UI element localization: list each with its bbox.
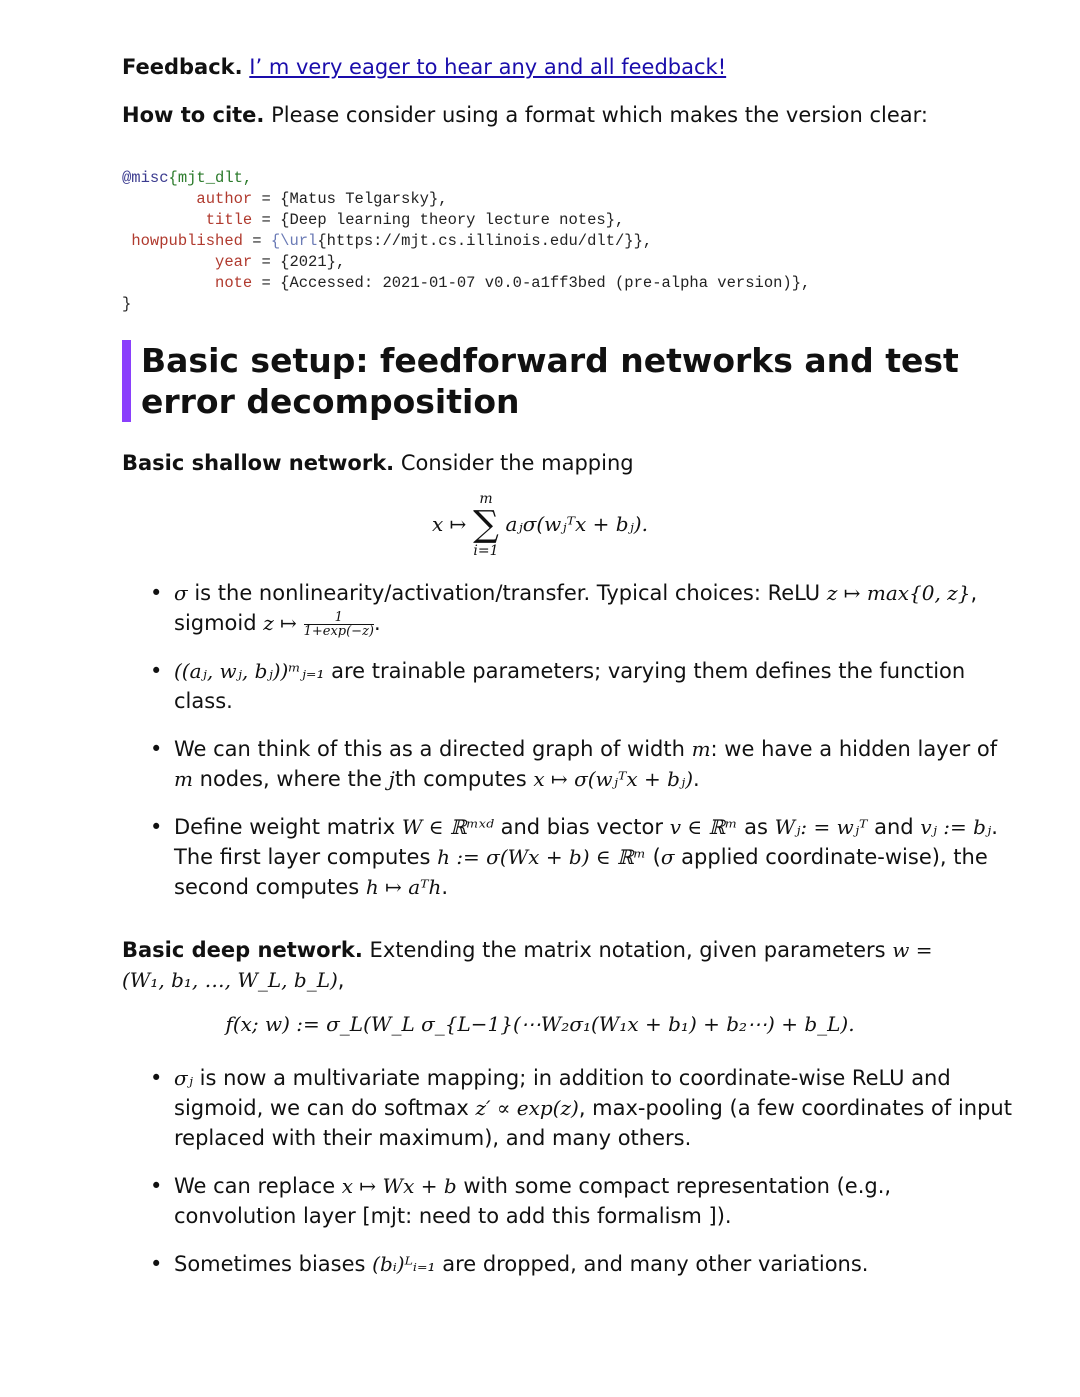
cite-paragraph	[122, 100, 962, 130]
deep-label: Basic deep network.	[122, 938, 363, 962]
deep-equation: f(x; w) := σ_L(W_L σ_{L−1}(⋯W₂σ₁(W₁x + b₁) + b₂⋯) + b_L).	[225, 1012, 855, 1036]
bibtex-close: }	[122, 295, 132, 313]
list-item: • Sometimes biases (bᵢ)ᴸᵢ₌₁ are dropped, and many other variations.	[174, 1249, 1014, 1279]
bibtex-field: title = {Deep learning theory lecture notes},	[205, 211, 625, 229]
list-item: • σⱼ is now a multivariate mapping; in addition to coordinate-wise ReLU and sigmoid, we can do softmax z′ ∝ exp(z), max-pooling (a few coordinates of input replaced with their maximum), and many others.	[174, 1063, 1014, 1153]
sum-symbol: m ∑ i=1	[473, 491, 499, 559]
list-item: • ((aⱼ, wⱼ, bⱼ))ᵐⱼ₌₁ are trainable parameters; varying them defines the function class.	[174, 656, 1014, 716]
bibtex-type: @misc	[122, 169, 169, 187]
shallow-label: Basic shallow network.	[122, 451, 395, 475]
bibtex-field: note = {Accessed: 2021-01-07 v0.0-a1ff3bed (pre-alpha version)},	[215, 274, 811, 292]
section-heading: Basic setup: feedforward networks and test error decomposition	[122, 340, 961, 422]
feedback-paragraph	[122, 52, 962, 82]
cite-label: How to cite.	[122, 103, 265, 127]
list-item: • We can think of this as a directed graph of width m: we have a hidden layer of m nodes, where the jth computes x ↦ σ(wⱼᵀx + bⱼ).	[174, 734, 1014, 794]
deep-paragraph: Basic deep network. Extending the matrix notation, given parameters w = (W₁, b₁, …, W_L, b_L),	[122, 938, 933, 992]
feedback-link[interactable]: I’ m very eager to hear any and all feedback!	[249, 55, 727, 79]
shallow-bullets	[122, 578, 1014, 920]
list-item: • Define weight matrix W ∈ ℝᵐˣᵈ and bias vector v ∈ ℝᵐ as Wⱼ: = wⱼᵀ and vⱼ := bⱼ. The first layer computes h := σ(Wx + b) ∈ ℝᵐ (σ applied coordinate-wise), the second computes h ↦ aᵀh.	[174, 812, 1014, 902]
bibtex-block	[122, 168, 810, 315]
bibtex-field: howpublished = {\url{https://mjt.cs.illinois.edu/dlt/}},	[131, 232, 653, 250]
cite-text: Please consider using a format which makes the version clear:	[271, 103, 928, 127]
shallow-paragraph	[122, 448, 962, 478]
bibtex-field: year = {2021},	[215, 253, 346, 271]
feedback-label: Feedback.	[122, 55, 243, 79]
list-item: • We can replace x ↦ Wx + b with some compact representation (e.g., convolution layer [mjt: need to add this formalism ]).	[174, 1171, 1014, 1231]
shallow-text: Consider the mapping	[400, 451, 634, 475]
bibtex-field: author = {Matus Telgarsky},	[196, 190, 448, 208]
bibtex-key: {mjt_dlt,	[168, 169, 253, 187]
shallow-equation: x ↦ m ∑ i=1 aⱼσ(wⱼᵀx + bⱼ).	[432, 491, 648, 559]
list-item: • σ is the nonlinearity/activation/transfer. Typical choices: ReLU z ↦ max{0, z}, sigmoid z ↦ $\frac{1}{1+\exp(-z)}$ .	[174, 578, 1014, 638]
deep-bullets	[122, 1063, 1014, 1297]
